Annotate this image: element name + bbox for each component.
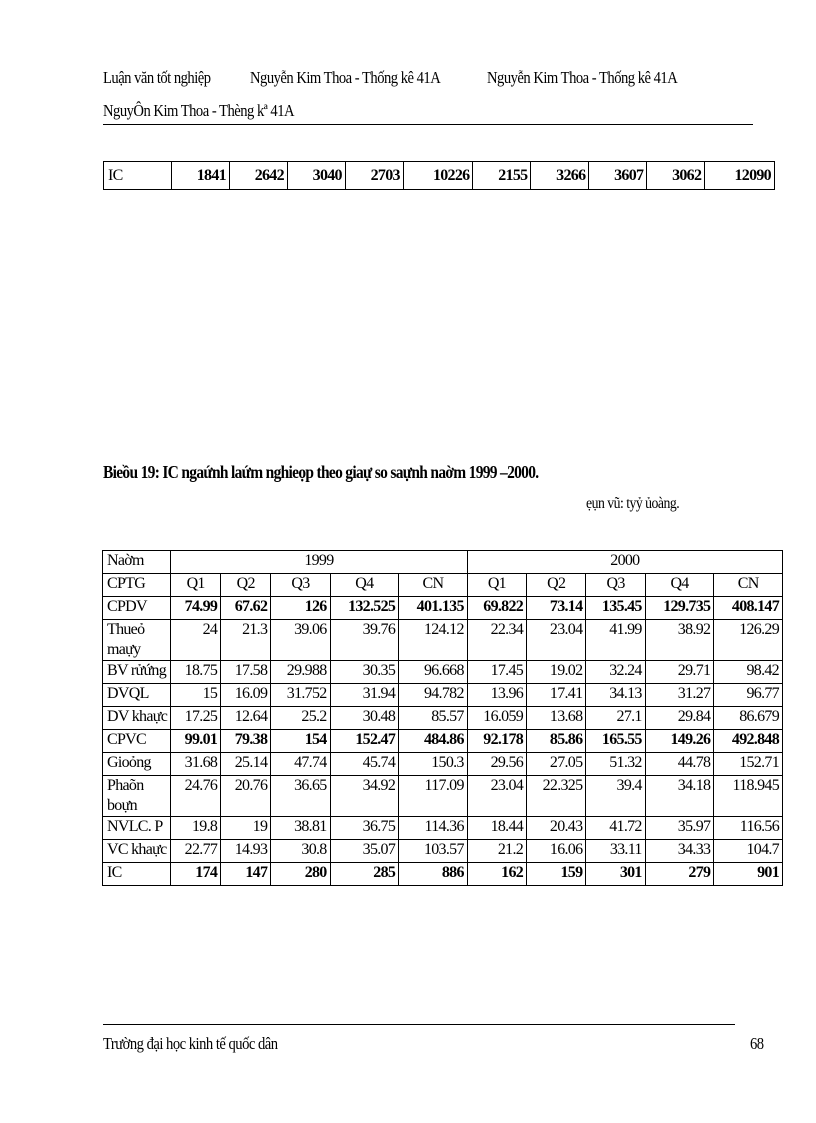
quarter-header: CN [399, 574, 468, 597]
table-row [103, 817, 783, 840]
header-author-2: Nguyễn Kim Thoa - Thống kê 41A [487, 68, 678, 87]
table-cell: 96.668 [399, 661, 468, 684]
table-cell: 34.33 [645, 840, 714, 863]
header-thesis-label: Luận văn tốt nghiệp [103, 68, 211, 87]
table-cell: 44.78 [645, 753, 714, 776]
table-cell: 13.96 [467, 684, 526, 707]
row-label: VC khaực [103, 840, 171, 863]
row-label: IC [104, 162, 172, 190]
table-cell: 30.48 [330, 707, 399, 730]
table-row [103, 707, 783, 730]
table-cell: 12.64 [221, 707, 271, 730]
table-cell: 29.56 [467, 753, 526, 776]
table-cell: 47.74 [271, 753, 330, 776]
table-cell: 20.76 [221, 776, 271, 817]
table-cell: 98.42 [714, 661, 783, 684]
quarter-header: CN [714, 574, 783, 597]
table-cell: 69.822 [467, 597, 526, 620]
table-cell: 31.94 [330, 684, 399, 707]
table-cell: 159 [527, 863, 586, 886]
table-row [103, 684, 783, 707]
table-cell: 114.36 [399, 817, 468, 840]
table-cell: 23.04 [467, 776, 526, 817]
table-cell: 38.81 [271, 817, 330, 840]
table-cell: 29.71 [645, 661, 714, 684]
table-cell: 901 [714, 863, 783, 886]
header-rule [103, 124, 753, 125]
table-cell: 34.92 [330, 776, 399, 817]
table-header-row [103, 551, 783, 574]
table-cell: 17.58 [221, 661, 271, 684]
unit-label: ẹụn vũ: tyỷ ủoàng. [586, 495, 680, 512]
table-row [103, 730, 783, 753]
table-cell: 1841 [172, 162, 230, 190]
table-cell: 3607 [589, 162, 647, 190]
footer-school-name: Trường đại học kinh tế quốc dân [103, 1034, 278, 1053]
table-row [104, 162, 775, 190]
table-cell: 129.735 [645, 597, 714, 620]
corner-category-label: CPTG [103, 574, 171, 597]
footer-rule [103, 1024, 735, 1025]
table-cell: 16.09 [221, 684, 271, 707]
table-cell: 24.76 [171, 776, 221, 817]
quarter-header: Q2 [527, 574, 586, 597]
row-label: DV khaực [103, 707, 171, 730]
table-cell: 20.43 [527, 817, 586, 840]
row-label: Phaõn boựn [103, 776, 171, 817]
table-cell: 150.3 [399, 753, 468, 776]
table-row [103, 597, 783, 620]
table-cell: 25.2 [271, 707, 330, 730]
year-header-1999: 1999 [171, 551, 468, 574]
corner-year-label: Naờm [103, 551, 171, 574]
year-header-2000: 2000 [467, 551, 782, 574]
top-ic-table [103, 161, 775, 190]
quarter-header: Q2 [221, 574, 271, 597]
table-cell: 73.14 [527, 597, 586, 620]
table-cell: 27.05 [527, 753, 586, 776]
table-cell: 34.13 [586, 684, 645, 707]
table-cell: 18.44 [467, 817, 526, 840]
table-cell: 116.56 [714, 817, 783, 840]
table-cell: 279 [645, 863, 714, 886]
table-cell: 103.57 [399, 840, 468, 863]
table-cell: 285 [330, 863, 399, 886]
table-cell: 162 [467, 863, 526, 886]
table-cell: 10226 [403, 162, 473, 190]
table-cell: 135.45 [586, 597, 645, 620]
table-cell: 126 [271, 597, 330, 620]
table-row [103, 620, 783, 661]
table-cell: 96.77 [714, 684, 783, 707]
table-cell: 18.75 [171, 661, 221, 684]
table-cell: 67.62 [221, 597, 271, 620]
table-cell: 31.68 [171, 753, 221, 776]
table-cell: 35.07 [330, 840, 399, 863]
table-cell: 17.41 [527, 684, 586, 707]
table-row [103, 840, 783, 863]
quarter-header: Q3 [586, 574, 645, 597]
table-cell: 408.147 [714, 597, 783, 620]
page-number: 68 [750, 1034, 764, 1053]
quarter-header: Q4 [645, 574, 714, 597]
table-header-row [103, 574, 783, 597]
ic-data-table [102, 550, 783, 886]
table-cell: 124.12 [399, 620, 468, 661]
table-cell: 19.8 [171, 817, 221, 840]
table-cell: 118.945 [714, 776, 783, 817]
table-cell: 32.24 [586, 661, 645, 684]
table-cell: 22.34 [467, 620, 526, 661]
row-label: IC [103, 863, 171, 886]
table-cell: 3266 [531, 162, 589, 190]
table-cell: 154 [271, 730, 330, 753]
table-cell: 38.92 [645, 620, 714, 661]
table-cell: 13.68 [527, 707, 586, 730]
table-cell: 126.29 [714, 620, 783, 661]
table-cell: 27.1 [586, 707, 645, 730]
table-cell: 492.848 [714, 730, 783, 753]
table-cell: 36.75 [330, 817, 399, 840]
table-cell: 30.8 [271, 840, 330, 863]
table-cell: 29.84 [645, 707, 714, 730]
row-label: Thueỏ maựy [103, 620, 171, 661]
table-cell: 15 [171, 684, 221, 707]
table-cell: 86.679 [714, 707, 783, 730]
table-cell: 36.65 [271, 776, 330, 817]
table-cell: 79.38 [221, 730, 271, 753]
table-cell: 132.525 [330, 597, 399, 620]
row-label: CPVC [103, 730, 171, 753]
quarter-header: Q1 [467, 574, 526, 597]
table-cell: 85.57 [399, 707, 468, 730]
table-cell: 2703 [345, 162, 403, 190]
table-cell: 280 [271, 863, 330, 886]
table-cell: 16.06 [527, 840, 586, 863]
table-cell: 31.27 [645, 684, 714, 707]
table-cell: 41.99 [586, 620, 645, 661]
table-cell: 21.3 [221, 620, 271, 661]
table-cell: 51.32 [586, 753, 645, 776]
table-cell: 39.06 [271, 620, 330, 661]
table-cell: 886 [399, 863, 468, 886]
table-cell: 484.86 [399, 730, 468, 753]
table-row [103, 753, 783, 776]
table-cell: 24 [171, 620, 221, 661]
table-cell: 85.86 [527, 730, 586, 753]
table-cell: 19 [221, 817, 271, 840]
table-cell: 45.74 [330, 753, 399, 776]
table-cell: 12090 [705, 162, 775, 190]
table-cell: 147 [221, 863, 271, 886]
table-cell: 41.72 [586, 817, 645, 840]
header-author-1: Nguyễn Kim Thoa - Thống kê 41A [250, 68, 441, 87]
table-cell: 152.47 [330, 730, 399, 753]
table-cell: 117.09 [399, 776, 468, 817]
table-cell: 165.55 [586, 730, 645, 753]
table-cell: 301 [586, 863, 645, 886]
table-cell: 2155 [473, 162, 531, 190]
table-cell: 34.18 [645, 776, 714, 817]
row-label: CPDV [103, 597, 171, 620]
table-cell: 23.04 [527, 620, 586, 661]
row-label: BV rửứng [103, 661, 171, 684]
table-cell: 149.26 [645, 730, 714, 753]
table-cell: 31.752 [271, 684, 330, 707]
table-cell: 19.02 [527, 661, 586, 684]
table-cell: 33.11 [586, 840, 645, 863]
table-cell: 17.45 [467, 661, 526, 684]
table-title: Bieồu 19: IC ngaứnh laứm nghieọp theo giaự so saựnh naờm 1999 –2000. [103, 462, 539, 482]
table-row [103, 661, 783, 684]
table-cell: 39.4 [586, 776, 645, 817]
table-cell: 21.2 [467, 840, 526, 863]
table-row [103, 863, 783, 886]
table-cell: 104.7 [714, 840, 783, 863]
table-row [103, 776, 783, 817]
table-cell: 74.99 [171, 597, 221, 620]
quarter-header: Q1 [171, 574, 221, 597]
table-cell: 401.135 [399, 597, 468, 620]
table-cell: 22.325 [527, 776, 586, 817]
table-cell: 2642 [229, 162, 287, 190]
table-cell: 14.93 [221, 840, 271, 863]
table-cell: 25.14 [221, 753, 271, 776]
table-cell: 39.76 [330, 620, 399, 661]
table-cell: 22.77 [171, 840, 221, 863]
table-cell: 3040 [287, 162, 345, 190]
table-cell: 174 [171, 863, 221, 886]
table-cell: 30.35 [330, 661, 399, 684]
table-cell: 94.782 [399, 684, 468, 707]
table-cell: 99.01 [171, 730, 221, 753]
table-cell: 16.059 [467, 707, 526, 730]
table-cell: 3062 [647, 162, 705, 190]
row-label: NVLC. P [103, 817, 171, 840]
table-cell: 152.71 [714, 753, 783, 776]
row-label: Gioỏng [103, 753, 171, 776]
quarter-header: Q4 [330, 574, 399, 597]
table-cell: 92.178 [467, 730, 526, 753]
header-author-garbled: NguyÔn Kim Thoa - Thèng kª 41A [103, 101, 295, 120]
table-cell: 29.988 [271, 661, 330, 684]
table-cell: 17.25 [171, 707, 221, 730]
row-label: DVQL [103, 684, 171, 707]
table-cell: 35.97 [645, 817, 714, 840]
quarter-header: Q3 [271, 574, 330, 597]
